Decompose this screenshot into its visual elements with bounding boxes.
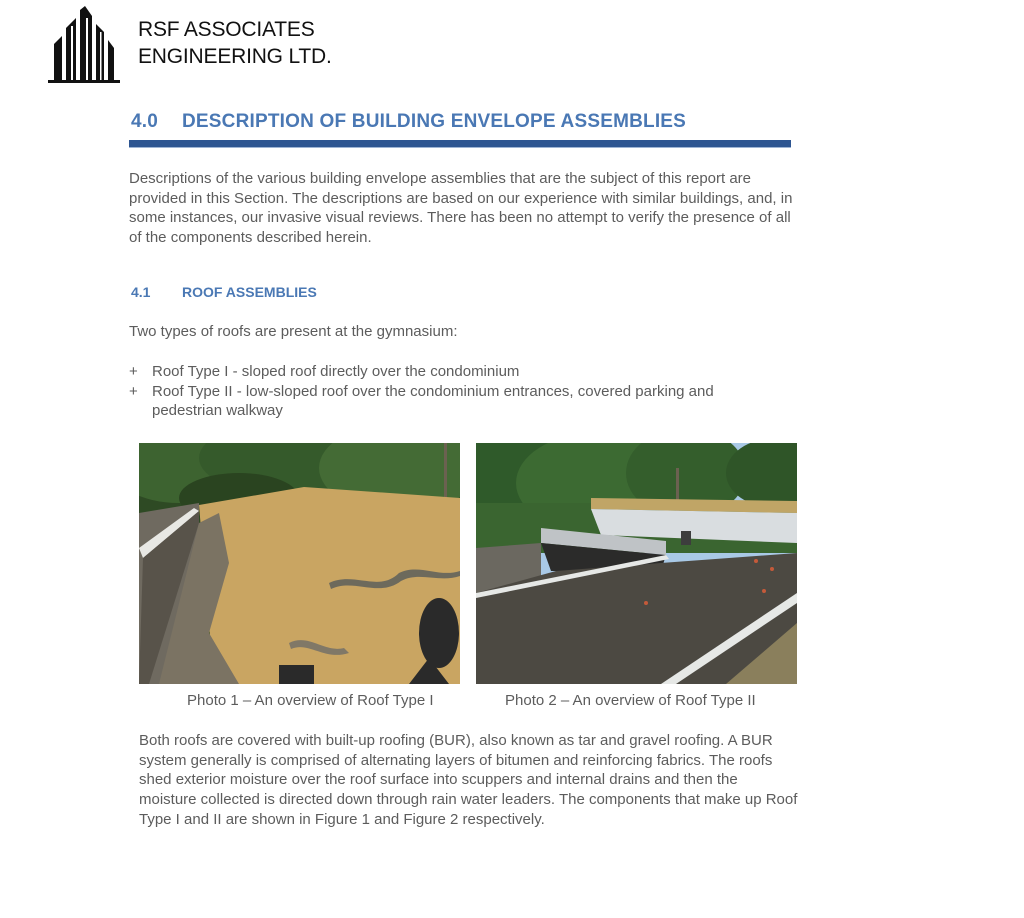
- subsection-title: ROOF ASSEMBLIES: [182, 284, 317, 300]
- list-item: [129, 362, 769, 382]
- list-item: [129, 382, 769, 421]
- subsection-intro: Two types of roofs are present at the gymnasium:: [129, 323, 458, 340]
- roof-type-list: [129, 362, 769, 421]
- company-name-line2: ENGINEERING LTD.: [138, 45, 332, 68]
- subsection-heading: [131, 284, 317, 300]
- section-rule: [129, 140, 791, 148]
- company-logo-icon: [48, 6, 120, 84]
- bullet-plus-icon: +: [129, 363, 138, 380]
- closing-paragraph: Both roofs are covered with built-up roofing (BUR), also known as tar and gravel roofing. A BUR system generally is comprised of alternating layers of bitumen and reinforcing fabrics. The roofs shed exterior moisture over the roof surface into scuppers and internal drains and then the moisture collected is directed down through rain water leaders. The components that make up Roof Type I and II are shown in Figure 1 and Figure 2 respectively.: [139, 732, 798, 828]
- company-name: [138, 16, 332, 70]
- section-number: 4.0: [131, 111, 159, 132]
- photo-2-caption: Photo 2 – An overview of Roof Type II: [505, 692, 756, 709]
- section-intro: Descriptions of the various building envelope assemblies that are the subject of this report are provided in this Section. The descriptions are based on our experience with similar buildings, and, in some instances, our invasive visual reviews. There has been no attempt to verify the presence of all of the components described herein.: [129, 170, 793, 247]
- company-name-line1: RSF ASSOCIATES: [138, 18, 315, 41]
- bullet-plus-icon: +: [129, 382, 138, 400]
- roof-type-1-photo: [139, 443, 460, 684]
- section-heading: [131, 111, 686, 133]
- list-item-text: Roof Type II - low-sloped roof over the condominium entrances, covered parking and pedestrian walkway: [152, 382, 714, 420]
- subsection-number: 4.1: [131, 284, 151, 300]
- photo-1-caption: Photo 1 – An overview of Roof Type I: [187, 692, 434, 709]
- roof-type-2-photo: [476, 443, 797, 684]
- section-title: DESCRIPTION OF BUILDING ENVELOPE ASSEMBLIES: [182, 111, 687, 132]
- list-item-text: Roof Type I - sloped roof directly over the condominium: [152, 363, 520, 380]
